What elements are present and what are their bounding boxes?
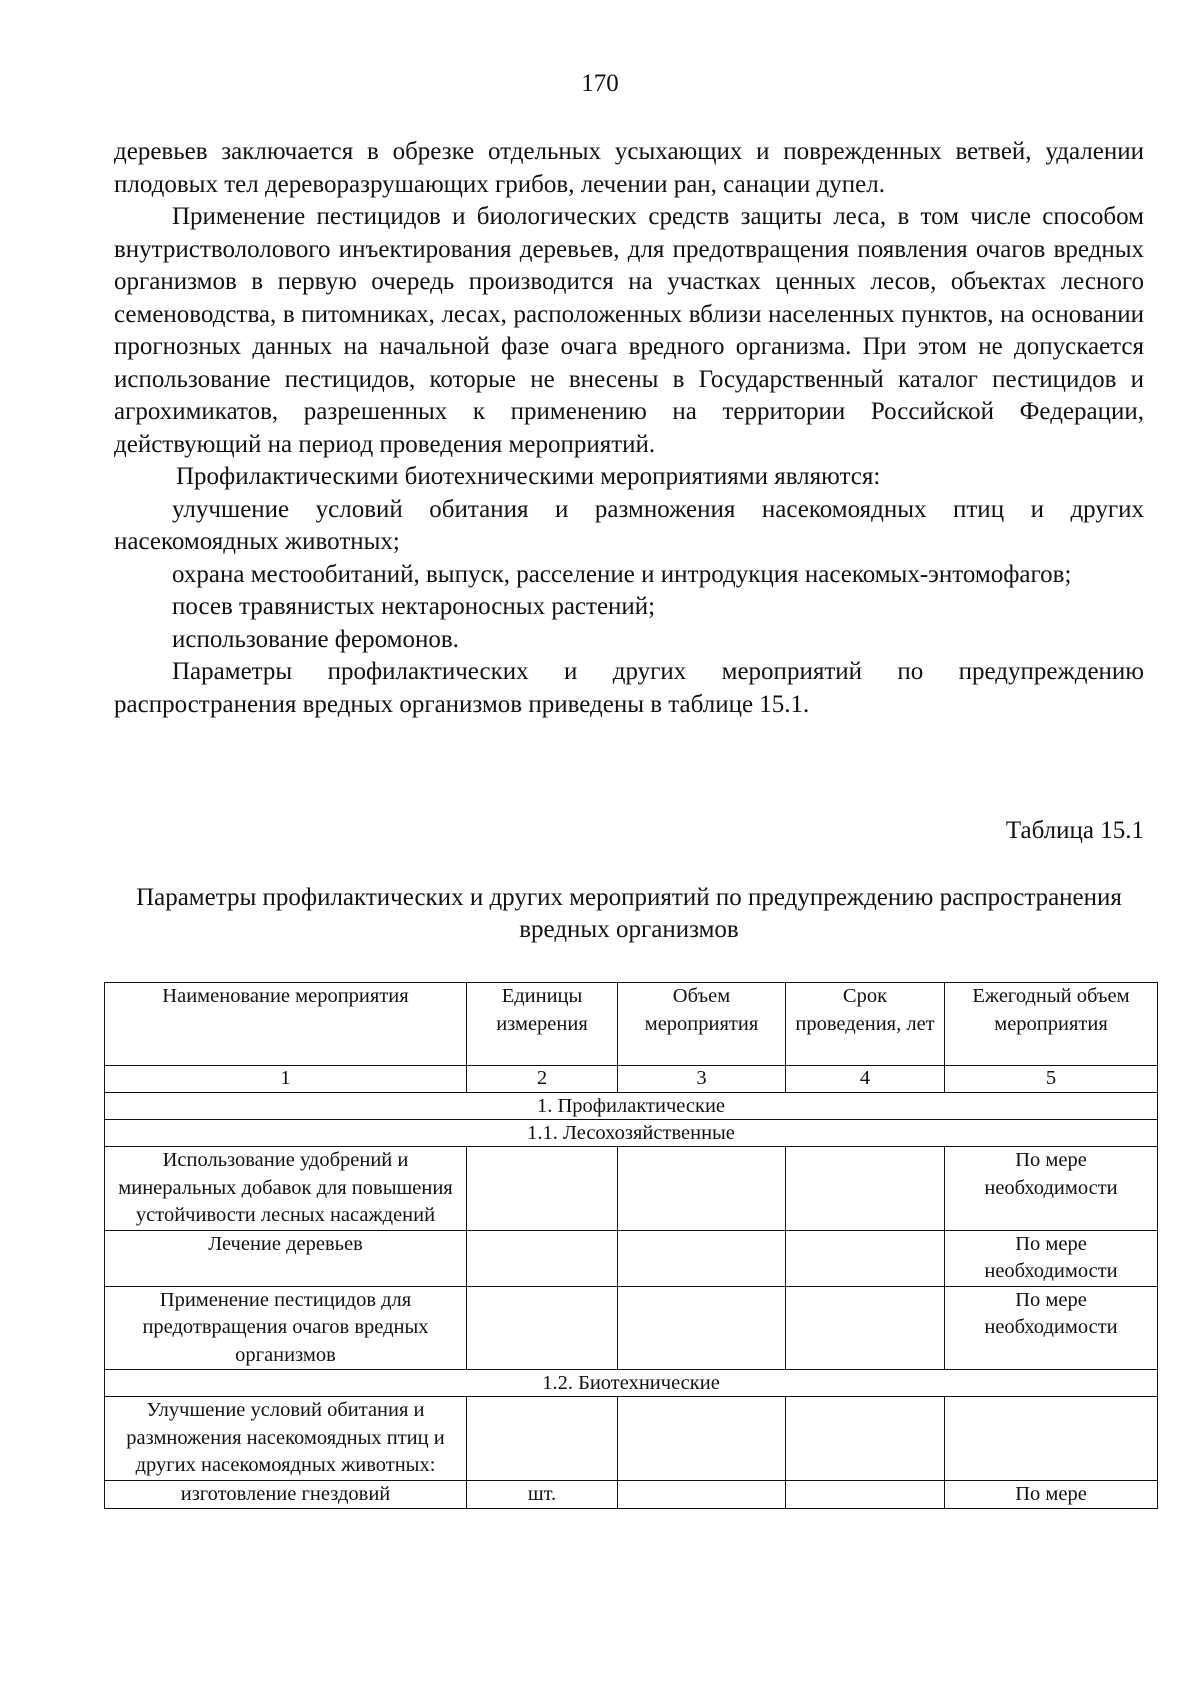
volume-cell xyxy=(618,1230,786,1286)
volume-cell xyxy=(618,1397,786,1481)
measure-name: изготовление гнездовий xyxy=(105,1480,467,1509)
unit-cell xyxy=(467,1230,618,1286)
annual-cell: По мере необходимости xyxy=(945,1230,1158,1286)
column-number: 3 xyxy=(618,1066,786,1093)
section-row xyxy=(105,1120,1158,1147)
table-header-row xyxy=(105,983,1158,1066)
annual-cell: По мере необходимости xyxy=(945,1286,1158,1370)
term-cell xyxy=(786,1230,945,1286)
term-cell xyxy=(786,1480,945,1509)
table-row xyxy=(105,1480,1158,1509)
unit-cell xyxy=(467,1147,618,1231)
annual-cell: По мере xyxy=(945,1480,1158,1509)
table-row xyxy=(105,1147,1158,1231)
volume-cell xyxy=(618,1147,786,1231)
table-title: Параметры профилактических и других мероприятий по предупреждению распространения вредных организмов xyxy=(136,884,1122,943)
unit-cell xyxy=(467,1286,618,1370)
subsection-title: 1.2. Биотехнические xyxy=(105,1370,1158,1397)
header-cell: Объем мероприятия xyxy=(618,983,786,1066)
column-number-row xyxy=(105,1066,1158,1093)
paragraph: деревьев заключается в обрезке отдельных усыхающих и поврежденных ветвей, удалении плодовых тел дереворазрушающих грибов, лечении ран, санации дупел. xyxy=(114,138,1144,198)
list-item: улучшение условий обитания и размножения насекомоядных птиц и других насекомоядных животных; xyxy=(114,495,1144,555)
column-number: 2 xyxy=(467,1066,618,1093)
table-row xyxy=(105,1230,1158,1286)
table-row xyxy=(105,1286,1158,1370)
parameters-table xyxy=(104,982,1158,1509)
paragraph: Параметры профилактических и других мероприятий по предупреждению распространения вредных организмов приведены в таблице 15.1. xyxy=(114,658,1144,718)
column-number: 5 xyxy=(945,1066,1158,1093)
column-number: 4 xyxy=(786,1066,945,1093)
annual-cell: По мере необходимости xyxy=(945,1147,1158,1231)
header-cell: Единицы измерения xyxy=(467,983,618,1066)
paragraph: Применение пестицидов и биологических средств защиты леса, в том числе способом внутриствололового инъектирования деревьев, для предотвращения появления очагов вредных организмов в первую очередь производится на участках ценных лесов, объектах лесного семеноводства, в питомниках, лесах, расположенных вблизи населенных пунктов, на основании прогнозных данных на начальной фазе очага вредного организма. При этом не допускается использование пестицидов, которые не внесены в Государственный каталог пестицидов и агрохимикатов, разрешенных к применению на территории Российской Федерации, действующий на период проведения мероприятий. xyxy=(114,203,1144,458)
unit-cell: шт. xyxy=(467,1480,618,1509)
measure-name: Применение пестицидов для предотвращения очагов вредных организмов xyxy=(105,1286,467,1370)
subsection-title: 1.1. Лесохозяйственные xyxy=(105,1120,1158,1147)
section-row xyxy=(105,1370,1158,1397)
table-row xyxy=(105,1397,1158,1481)
paragraph: Профилактическими биотехническими мероприятиями являются: xyxy=(176,463,881,490)
volume-cell xyxy=(618,1480,786,1509)
column-number: 1 xyxy=(105,1066,467,1093)
header-cell: Срок проведения, лет xyxy=(786,983,945,1066)
header-cell: Наименование мероприятия xyxy=(105,983,467,1066)
volume-cell xyxy=(618,1286,786,1370)
unit-cell xyxy=(467,1397,618,1481)
section-title: 1. Профилактические xyxy=(105,1093,1158,1120)
term-cell xyxy=(786,1286,945,1370)
page-number: 170 xyxy=(581,70,619,97)
measure-name: Улучшение условий обитания и размножения насекомоядных птиц и других насекомоядных животных: xyxy=(105,1397,467,1481)
measure-name: Лечение деревьев xyxy=(105,1230,467,1286)
list-item: охрана местообитаний, выпуск, расселение и интродукция насекомых-энтомофагов; xyxy=(172,560,1072,588)
measure-name: Использование удобрений и минеральных добавок для повышения устойчивости лесных насаждений xyxy=(105,1147,467,1231)
list-item: посев травянистых нектароносных растений; xyxy=(172,593,656,620)
term-cell xyxy=(786,1397,945,1481)
term-cell xyxy=(786,1147,945,1231)
body-text xyxy=(114,136,1144,721)
section-row xyxy=(105,1093,1158,1120)
header-cell: Ежегодный объем мероприятия xyxy=(945,983,1158,1066)
table-label: Таблица 15.1 xyxy=(1005,817,1144,844)
annual-cell xyxy=(945,1397,1158,1481)
list-item: использование феромонов. xyxy=(172,625,459,653)
